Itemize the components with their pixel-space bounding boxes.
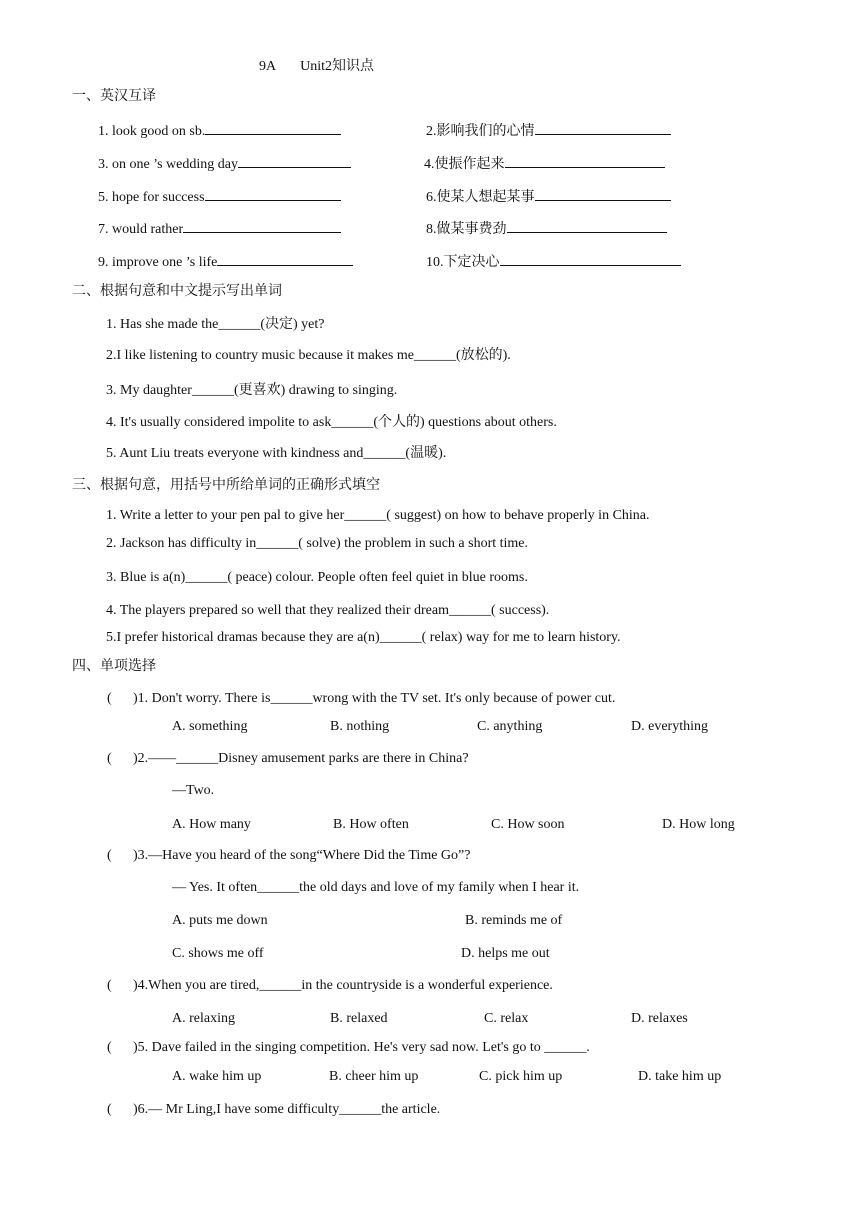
s1-item-5	[98, 186, 341, 207]
title-unit: Unit2知识点	[300, 59, 375, 74]
s1-item-2-text: 2.影响我们的心情	[426, 124, 535, 139]
q3-stem	[107, 847, 470, 865]
s2-item-4-post: (个人的) questions about others.	[373, 415, 557, 430]
q2-post: Disney amusement parks are there in China?	[218, 751, 469, 766]
answer-blank[interactable]	[183, 218, 341, 233]
answer-blank[interactable]	[205, 186, 341, 201]
s3-item-3-pre: 3. Blue is a(n)	[106, 570, 186, 585]
s1-item-4	[424, 153, 665, 174]
answer-blank[interactable]: ______	[413, 348, 456, 363]
q5-stem	[107, 1039, 590, 1057]
s1-item-7-text: 7. would rather	[98, 222, 184, 237]
q3-answer-slot[interactable]: (	[107, 848, 112, 863]
q3-line2-post: the old days and love of my family when I hear it.	[299, 880, 580, 895]
s1-item-10-text: 10.下定决心	[426, 255, 500, 270]
answer-blank[interactable]: ______	[191, 383, 234, 398]
q1-pre: )1. Don't worry. There is	[133, 691, 271, 706]
s3-item-1-post: ( suggest) on how to behave properly in China.	[386, 508, 650, 523]
q4-stem	[107, 977, 553, 995]
answer-blank[interactable]	[507, 218, 667, 233]
s2-item-3-post: (更喜欢) drawing to singing.	[233, 383, 398, 398]
q5-post: .	[586, 1040, 590, 1055]
s3-item-1	[106, 507, 650, 525]
answer-blank[interactable]: ______	[379, 630, 422, 645]
q2-answer-line: —Two.	[172, 783, 215, 798]
page-title	[259, 58, 374, 76]
q1-blank: ______	[270, 691, 313, 706]
s3-item-4	[106, 602, 549, 620]
q5-option-b[interactable]: B. cheer him up	[329, 1069, 419, 1084]
answer-blank[interactable]	[500, 251, 681, 266]
q5-blank: ______	[544, 1040, 587, 1055]
q3-option-d[interactable]: D. helps me out	[461, 946, 550, 961]
s3-item-2-pre: 2. Jackson has difficulty in	[106, 536, 257, 551]
q1-option-d[interactable]: D. everything	[631, 719, 708, 734]
answer-blank[interactable]	[238, 153, 351, 168]
s1-item-7	[98, 218, 341, 239]
q3-line-2	[172, 879, 579, 897]
s3-item-4-pre: 4. The players prepared so well that they realized their dream	[106, 603, 449, 618]
s3-item-5-pre: 5.I prefer historical dramas because they are a(n)	[106, 630, 380, 645]
s1-item-1	[98, 120, 341, 141]
section-3-heading: 三、根据句意，用括号中所给单词的正确形式填空	[72, 478, 380, 493]
s1-item-5-text: 5. hope for success	[98, 190, 205, 205]
s2-item-4	[106, 414, 557, 432]
answer-blank[interactable]: ______	[256, 536, 299, 551]
q5-answer-slot[interactable]: (	[107, 1040, 112, 1055]
answer-blank[interactable]	[535, 120, 671, 135]
q5-option-a[interactable]: A. wake him up	[172, 1069, 262, 1084]
q3-option-c[interactable]: C. shows me off	[172, 946, 264, 961]
section-1-heading: 一、英汉互译	[72, 89, 156, 104]
q2-blank: ______	[176, 751, 219, 766]
q6-stem	[107, 1101, 440, 1119]
q4-blank: ______	[259, 978, 302, 993]
q3-blank: ______	[257, 880, 300, 895]
s2-item-3	[106, 382, 397, 400]
q4-answer-slot[interactable]: (	[107, 978, 112, 993]
s1-item-8-text: 8.做某事费劲	[426, 222, 507, 237]
answer-blank[interactable]	[217, 251, 353, 266]
q5-option-d[interactable]: D. take him up	[638, 1069, 722, 1084]
q2-pre: )2.——	[133, 751, 177, 766]
s3-item-3-post: ( peace) colour. People often feel quiet in blue rooms.	[227, 570, 528, 585]
s1-item-6	[426, 186, 671, 207]
s1-item-1-text: 1. look good on sb.	[98, 124, 206, 139]
s1-item-3-text: 3. on one ’s wedding day	[98, 157, 238, 172]
q4-option-a[interactable]: A. relaxing	[172, 1011, 235, 1026]
q5-option-c[interactable]: C. pick him up	[479, 1069, 563, 1084]
q3-option-a[interactable]: A. puts me down	[172, 913, 268, 928]
answer-blank[interactable]	[505, 153, 665, 168]
q2-option-c[interactable]: C. How soon	[491, 817, 565, 832]
q1-answer-slot[interactable]: (	[107, 691, 112, 706]
q2-option-b[interactable]: B. How often	[333, 817, 409, 832]
section-2-heading: 二、根据句意和中文提示写出单词	[72, 284, 282, 299]
s3-item-5	[106, 629, 621, 647]
q4-option-d[interactable]: D. relaxes	[631, 1011, 688, 1026]
s1-item-2	[426, 120, 671, 141]
s2-item-2	[106, 347, 511, 365]
q4-post: in the countryside is a wonderful experience.	[301, 978, 553, 993]
q1-post: wrong with the TV set. It's only because of power cut.	[312, 691, 616, 706]
q6-post: the article.	[381, 1102, 441, 1117]
s2-item-4-pre: 4. It's usually considered impolite to ask	[106, 415, 332, 430]
q3-pre: )3.—Have you heard of the song“Where Did the Time Go”?	[133, 848, 471, 863]
q3-line2-pre: — Yes. It often	[172, 880, 258, 895]
s1-item-9-text: 9. improve one ’s life	[98, 255, 218, 270]
answer-blank[interactable]	[535, 186, 671, 201]
q6-answer-slot[interactable]: (	[107, 1102, 112, 1117]
q3-option-b[interactable]: B. reminds me of	[465, 913, 563, 928]
s2-item-1-post: (决定) yet?	[260, 317, 325, 332]
q4-option-b[interactable]: B. relaxed	[330, 1011, 388, 1026]
q6-pre: )6.— Mr Ling,I have some difficulty	[133, 1102, 340, 1117]
title-grade: 9A	[259, 59, 277, 74]
s2-item-3-pre: 3. My daughter	[106, 383, 192, 398]
s2-item-5	[106, 445, 446, 463]
answer-blank[interactable]: ______	[185, 570, 228, 585]
s1-item-3	[98, 153, 351, 174]
s1-item-9	[98, 251, 353, 272]
answer-blank[interactable]: ______	[363, 446, 406, 461]
answer-blank[interactable]	[205, 120, 341, 135]
answer-blank[interactable]: ______	[449, 603, 491, 618]
answer-blank[interactable]: ______	[331, 415, 374, 430]
q6-blank: ______	[339, 1102, 382, 1117]
q1-option-c[interactable]: C. anything	[477, 719, 543, 734]
q2-option-d[interactable]: D. How long	[662, 817, 735, 832]
s2-item-1	[106, 316, 325, 334]
q5-pre: )5. Dave failed in the singing competition. He's very sad now. Let's go to	[133, 1040, 545, 1055]
q2-answer-slot[interactable]: (	[107, 751, 112, 766]
s1-item-4-text: 4.使振作起来	[424, 157, 505, 172]
answer-blank[interactable]: ______	[218, 317, 261, 332]
s3-item-1-pre: 1. Write a letter to your pen pal to give her	[106, 508, 345, 523]
s3-item-2	[106, 535, 528, 553]
s2-item-2-pre: 2.I like listening to country music because it makes me	[106, 348, 414, 363]
s2-item-5-post: (温暖).	[405, 446, 447, 461]
q1-option-a[interactable]: A. something	[172, 719, 248, 734]
s3-item-4-post: ( success).	[491, 603, 550, 618]
s3-item-3	[106, 569, 528, 587]
q2-option-a[interactable]: A. How many	[172, 817, 251, 832]
s2-item-1-pre: 1. Has she made the	[106, 317, 219, 332]
s3-item-5-post: ( relax) way for me to learn history.	[421, 630, 621, 645]
s3-item-2-post: ( solve) the problem in such a short time.	[298, 536, 529, 551]
s1-item-8	[426, 218, 667, 239]
q4-option-c[interactable]: C. relax	[484, 1011, 529, 1026]
answer-blank[interactable]: ______	[344, 508, 387, 523]
s2-item-5-pre: 5. Aunt Liu treats everyone with kindness and	[106, 446, 364, 461]
q4-pre: )4.When you are tired,	[133, 978, 260, 993]
q1-stem	[107, 690, 615, 708]
s2-item-2-post: (放松的).	[455, 348, 511, 363]
q1-option-b[interactable]: B. nothing	[330, 719, 390, 734]
section-4-heading: 四、单项选择	[72, 659, 156, 674]
s1-item-10	[426, 251, 681, 272]
q2-stem	[107, 750, 469, 768]
s1-item-6-text: 6.使某人想起某事	[426, 190, 535, 205]
